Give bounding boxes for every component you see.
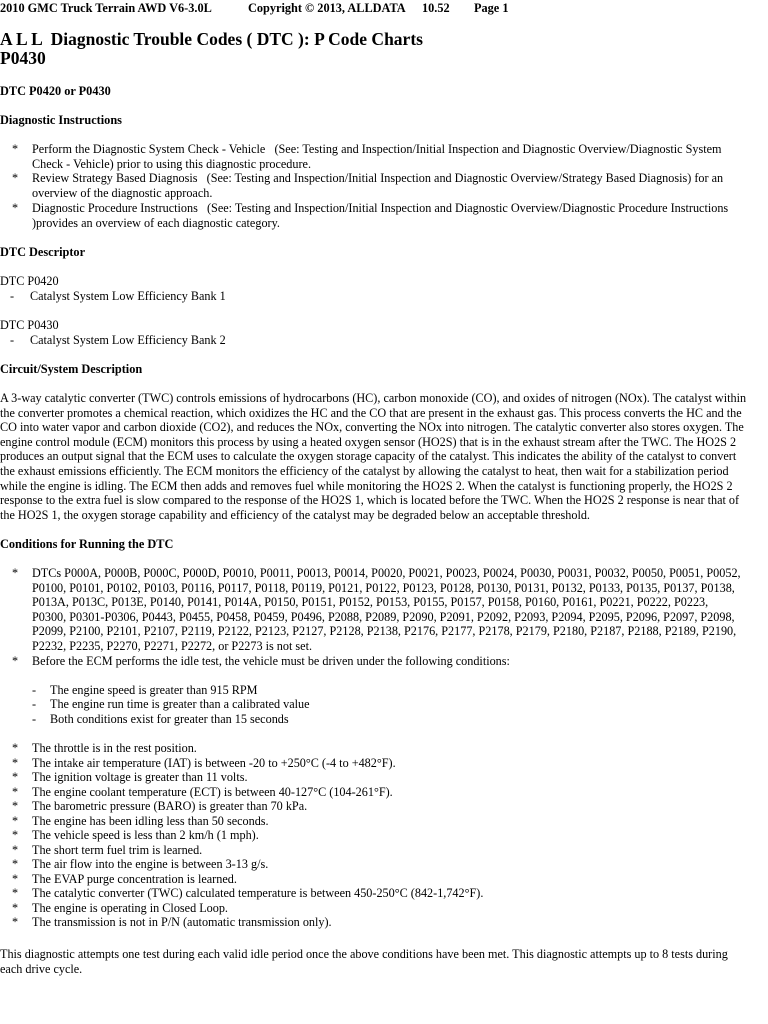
header-version: 10.52	[422, 1, 450, 15]
dash-mark: -	[32, 712, 37, 726]
bullet-mark: *	[12, 886, 19, 900]
idle-condition-text: Both conditions exist for greater than 15 seconds	[50, 712, 289, 726]
diag-instruction-text	[32, 201, 728, 230]
condition-text: The engine has been idling less than 50 seconds.	[32, 813, 269, 828]
bullet-mark: *	[12, 813, 19, 828]
bullet-mark: *	[12, 566, 19, 580]
text-line: DTCs P000A, P000B, P000C, P000D, P0010, P0011, P0013, P0014, P0020, P0021, P0023, P0024, P0030, P0031, P0032, P0050, P0051, P0052,	[32, 566, 741, 580]
bullet-mark: *	[12, 142, 19, 156]
text-line: Review Strategy Based Diagnosis (See: Testing and Inspection/Initial Inspection and Diagnostic Overview/Strategy Based Diagnosis) for an	[32, 171, 724, 185]
dtc-description: Catalyst System Low Efficiency Bank 1	[30, 289, 226, 303]
title-line-2: P0430	[0, 48, 46, 68]
bullet-mark: *	[12, 741, 19, 755]
bullet-mark: *	[12, 915, 19, 929]
dtc-code: DTC P0430	[0, 318, 59, 332]
page-header	[0, 0, 768, 16]
bullet-mark: *	[12, 755, 19, 770]
bullet-mark: *	[12, 842, 19, 857]
dash-mark: -	[32, 697, 37, 711]
bullet-mark: *	[12, 828, 19, 842]
dtc-descriptor-heading: DTC Descriptor	[0, 245, 86, 259]
header-vehicle: 2010 GMC Truck Terrain AWD V6-3.0L	[0, 1, 212, 15]
text-line: )provides an overview of each diagnostic category.	[32, 215, 280, 230]
text-line: P013A, P013C, P013E, P0140, P0141, P014A, P0150, P0151, P0152, P0153, P0155, P0157, P0158, P0160, P0161, P0221, P0222, P0223,	[32, 595, 709, 610]
header-copyright: Copyright © 2013, ALLDATA	[248, 1, 406, 15]
bullet-mark: *	[12, 784, 19, 799]
text-line: engine control module (ECM) monitors this process by using a heated oxygen sensor (HO2S) that is in the exhaust stream after the TWC. The HO2S 2	[0, 434, 737, 449]
dtc-heading: DTC P0420 or P0430	[0, 84, 111, 98]
text-line: P0100, P0101, P0102, P0103, P0116, P0117, P0118, P0119, P0121, P0122, P0123, P0128, P0130, P0131, P0132, P0133, P0135, P0137, P0138,	[32, 580, 735, 595]
dash-mark: -	[10, 289, 15, 303]
condition-text: The engine coolant temperature (ECT) is between 40-127°C (104-261°F).	[32, 784, 393, 799]
bullet-mark: *	[12, 770, 19, 784]
conditions-heading: Conditions for Running the DTC	[0, 537, 174, 551]
text-line: This diagnostic attempts one test during each valid idle period once the above conditions have been met. This diagnostic attempts up to 8 tests during	[0, 947, 728, 961]
text-line: the exhaust emissions efficiently. The ECM monitors the efficiency of the catalyst by allowing the catalyst to heat, then wait for a stabilization period	[0, 463, 729, 478]
condition-text: The EVAP purge concentration is learned.	[32, 871, 237, 886]
dash-mark: -	[32, 683, 37, 697]
page-title	[0, 30, 423, 68]
dash-mark: -	[10, 333, 15, 347]
bullet-mark: *	[12, 799, 19, 813]
diag-instruction-text	[32, 142, 722, 171]
text-line: while the engine is idling. The ECM then adds and removes fuel while monitoring the HO2S 2. When the catalyst is functioning properly, the HO2S 2	[0, 478, 733, 493]
condition-text: The catalytic converter (TWC) calculated temperature is between 450-250°C (842-1,742°F).	[32, 886, 484, 900]
text-line: produces an output signal that the ECM uses to calculate the oxygen storage capacity of the catalyst. This indicates the ability of the catalyst to convert	[0, 449, 737, 464]
condition-text: The transmission is not in P/N (automatic transmission only).	[32, 915, 332, 929]
bullet-mark: *	[12, 900, 19, 915]
text-line: the HO2S 1, the oxygen storage capability and efficiency of the catalyst may be degraded below an acceptable threshold.	[0, 507, 590, 522]
bullet-mark: *	[12, 871, 19, 886]
bullet-mark: *	[12, 654, 19, 668]
dtc-list-text	[32, 566, 741, 654]
dtc-description: Catalyst System Low Efficiency Bank 2	[30, 333, 226, 347]
text-line: P0300, P0301-P0306, P0443, P0455, P0458, P0459, P0496, P2088, P2089, P2090, P2091, P2092, P2093, P2094, P2095, P2096, P2097, P2098,	[32, 609, 735, 624]
condition-text: The barometric pressure (BARO) is greater than 70 kPa.	[32, 799, 308, 813]
text-line: response to the extra fuel is slow compared to the response of the HO2S 1, which is located before the TWC. When the HO2S 2 response is near that of	[0, 493, 740, 508]
circuit-heading: Circuit/System Description	[0, 362, 143, 376]
bullet-mark: *	[12, 171, 19, 185]
idle-condition-text: The engine speed is greater than 915 RPM	[50, 683, 258, 697]
title-line-1: A L L Diagnostic Trouble Codes ( DTC ): P Code Charts	[0, 29, 423, 49]
condition-text: The intake air temperature (IAT) is between -20 to +250°C (-4 to +482°F).	[32, 755, 396, 770]
text-line: P2232, P2235, P2270, P2271, P2272, or P2273 is not set.	[32, 638, 313, 653]
condition-text: The air flow into the engine is between 3-13 g/s.	[32, 857, 269, 871]
circuit-description	[0, 391, 768, 522]
idle-condition-text: The engine run time is greater than a calibrated value	[50, 697, 310, 711]
footer-paragraph	[0, 947, 768, 976]
text-line: each drive cycle.	[0, 961, 83, 976]
text-line: the converter promotes a chemical reaction, which oxidizes the HC and the CO that are present in the exhaust gas. This process converts the HC and the	[0, 405, 742, 420]
idle-intro-text: Before the ECM performs the idle test, the vehicle must be driven under the following conditions:	[32, 654, 510, 668]
condition-text: The vehicle speed is less than 2 km/h (1 mph).	[32, 828, 259, 842]
condition-text: The short term fuel trim is learned.	[32, 842, 203, 857]
text-line: Check - Vehicle) prior to using this diagnostic procedure.	[32, 156, 312, 171]
header-page: Page 1	[474, 1, 509, 15]
bullet-mark: *	[12, 857, 19, 871]
text-line: Perform the Diagnostic System Check - Vehicle (See: Testing and Inspection/Initial Inspection and Diagnostic Overview/Diagnostic System	[32, 142, 722, 156]
diag-instructions-heading: Diagnostic Instructions	[0, 113, 122, 127]
text-line: CO into water vapor and carbon dioxide (CO2), and reduces the NOx, converting the NOx into nitrogen. The catalytic converter also stores oxygen. The	[0, 420, 744, 435]
bullet-mark: *	[12, 201, 19, 215]
dtc-code: DTC P0420	[0, 274, 59, 288]
diag-instruction-text	[32, 171, 723, 200]
text-line: overview of the diagnostic approach.	[32, 185, 213, 200]
text-line: P2099, P2100, P2101, P2107, P2119, P2122, P2123, P2127, P2128, P2138, P2176, P2177, P2178, P2179, P2180, P2187, P2188, P2189, P2190,	[32, 624, 737, 639]
text-line: Diagnostic Procedure Instructions (See: Testing and Inspection/Initial Inspection and Diagnostic Overview/Diagnostic Procedure Instructions	[32, 201, 729, 215]
condition-text: The throttle is in the rest position.	[32, 741, 197, 755]
condition-text: The engine is operating in Closed Loop.	[32, 900, 228, 915]
condition-text: The ignition voltage is greater than 11 volts.	[32, 770, 248, 784]
text-line: A 3-way catalytic converter (TWC) controls emissions of hydrocarbons (HC), carbon monoxide (CO), and oxides of nitrogen (NOx). The catalyst within	[0, 391, 747, 405]
